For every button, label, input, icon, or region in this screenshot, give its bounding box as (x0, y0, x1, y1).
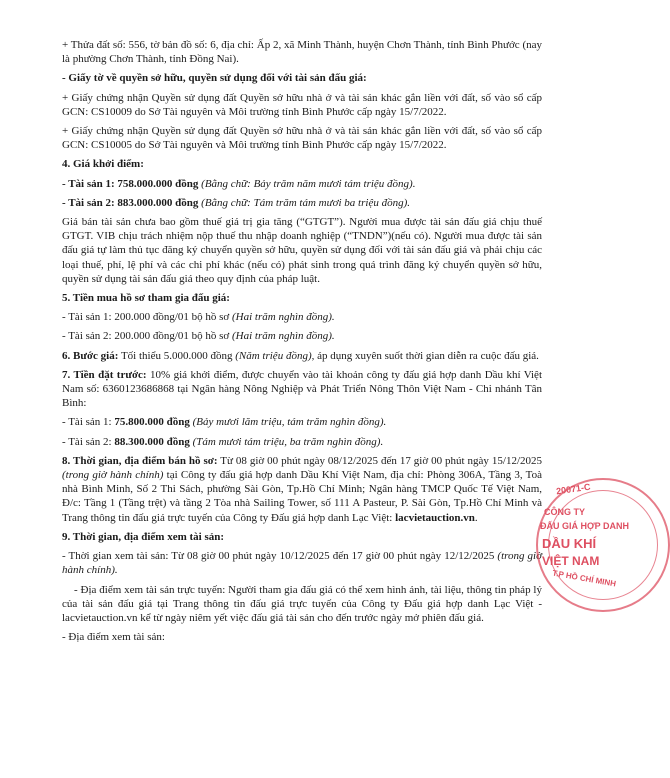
seal-text-type: ĐẤU GIÁ HỢP DANH (540, 521, 630, 531)
plot-info: + Thửa đất số: 556, tờ bản đồ số: 6, địa chỉ: Ấp 2, xã Minh Thành, huyện Chơn Thành, tỉnh Bình Phước (nay là phường Chơn Thành, tỉnh Đồng Nai). (62, 39, 542, 66)
heading-starting-price: 4. Giá khởi điểm: (62, 158, 144, 171)
seal-text-company: CÔNG TY (544, 507, 586, 517)
heading-dossier-fee: 5. Tiền mua hồ sơ tham gia đấu giá: (62, 292, 230, 305)
viewing-time: - Thời gian xem tài sản: Từ 08 giờ 00 phút ngày 10/12/2025 đến 17 giờ 00 phút ngày 12/12/2025 (trong giờ hành chính). (62, 550, 542, 577)
bid-step: 6. Bước giá: Tối thiểu 5.000.000 đồng (Năm triệu đồng), áp dụng xuyên suốt thời gian diễn ra cuộc đấu giá. (62, 349, 539, 362)
seal-text-name: DẦU KHÍ (542, 536, 597, 551)
certificate-1: + Giấy chứng nhận Quyền sử dụng đất Quyền sở hữu nhà ở và tài sản khác gắn liền với đất, số vào sổ cấp GCN: CS10009 do Sở Tài nguyên và Môi trường tỉnh Bình Phước cấp ngày 15/7/2022. (62, 91, 542, 118)
document-body (62, 38, 542, 649)
heading-ownership-docs: - Giấy tờ về quyền sở hữu, quyền sử dụng đối với tài sản đấu giá: (62, 72, 367, 85)
viewing-location: - Địa điểm xem tài sản: (62, 631, 165, 644)
heading-viewing: 9. Thời gian, địa điểm xem tài sản: (62, 530, 225, 543)
asset2-price: - Tài sản 2: 883.000.000 đồng (Bằng chữ: Tám trăm tám mươi ba triệu đồng). (62, 196, 410, 209)
deposit-info: 7. Tiền đặt trước: 10% giá khởi điểm, được chuyển vào tài khoản công ty đấu giá hợp danh Dầu khí Việt Nam số: 6360123686868 tại Ngân hàng Nông Nghiệp và Phát Triển Nông Thôn Việt Nam - Chi nhánh Tân Bình: (62, 368, 542, 410)
certificate-2: + Giấy chứng nhận Quyền sử dụng đất Quyền sở hữu nhà ở và tài sản khác gắn liền với đất, số vào sổ cấp GCN: CS10005 do Sở Tài nguyên và Môi trường tỉnh Bình Phước cấp ngày 15/7/2022. (62, 125, 542, 152)
asset1-fee: - Tài sản 1: 200.000 đồng/01 bộ hồ sơ (Hai trăm nghìn đồng). (62, 311, 335, 324)
seal-text-city: T.P HỒ CHÍ MINH (551, 568, 617, 589)
seal-text-country: VIỆT NAM (542, 554, 600, 568)
viewing-online: - Địa điểm xem tài sản trực tuyến: Người tham gia đấu giá có thể xem hình ảnh, tài liệu, thông tin pháp lý của tài sản đấu giá tại Trang thông tin đấu giá trực tuyến của Công ty Đấu giá hợp danh Lạc Việt - lacvietauction.vn kể từ ngày niêm yết việc đấu giá tài sản cho đến trước ngày mở phiên đấu giá. (62, 583, 542, 624)
company-seal-stamp (536, 478, 670, 612)
dossier-sale-info: 8. Thời gian, địa điểm bán hồ sơ: Từ 08 giờ 00 phút ngày 08/12/2025 đến 17 giờ 00 phút ngày 15/12/2025 (trong giờ hành chính) tại Công ty đấu giá hợp danh Dầu Khí Việt Nam, địa chỉ: Phòng 306A, Tầng 3, Toà nhà Bình Minh, Số 2 Thi Sách, phường Sài Gòn, Tp.Hồ Chí Minh; Ngân hàng TMCP Quốc Tế Việt Nam, Đ/c: Tầng 1 (Tầng trệt) và tầng 2 Tòa nhà Sailing Tower, số 111 A Pasteur, P. Sài Gòn, Tp.Hồ Chí Minh và Trang thông tin đấu giá trực tuyến của Công ty Đấu giá hợp danh Lạc Việt: lacvietauction.vn. (62, 454, 542, 524)
seal-number: 20071-C (555, 481, 592, 497)
asset2-fee: - Tài sản 2: 200.000 đồng/01 bộ hồ sơ (Hai trăm nghìn đồng). (62, 330, 335, 343)
asset2-deposit: - Tài sản 2: 88.300.000 đồng (Tám mươi tám triệu, ba trăm nghìn đồng). (62, 435, 384, 448)
asset1-price: - Tài sản 1: 758.000.000 đồng (Bằng chữ: Bảy trăm năm mươi tám triệu đồng). (62, 177, 416, 190)
tax-terms: Giá bán tài sản chưa bao gồm thuế giá trị gia tăng (“GTGT”). Người mua được tài sản đấu giá chịu thuế GTGT. VIB chịu trách nhiệm nộp thuế thu nhập doanh nghiệp (“TNDN”)(nếu có). Người mua được tài sản đấu giá tự làm thủ tục đăng ký chuyển quyền sở hữu, quyền sử dụng đối với tài sản đấu giá và phải chịu các loại thuế, phí, lệ phí và các chi phí khác (nếu có) phát sinh trong quá trình đăng ký chuyển quyền sở hữu, quyền sử dụng tài sản đấu giá theo quy định của pháp luật. (62, 216, 542, 285)
asset1-deposit: - Tài sản 1: 75.800.000 đồng (Bảy mươi lăm triệu, tám trăm nghìn đồng). (62, 416, 387, 429)
